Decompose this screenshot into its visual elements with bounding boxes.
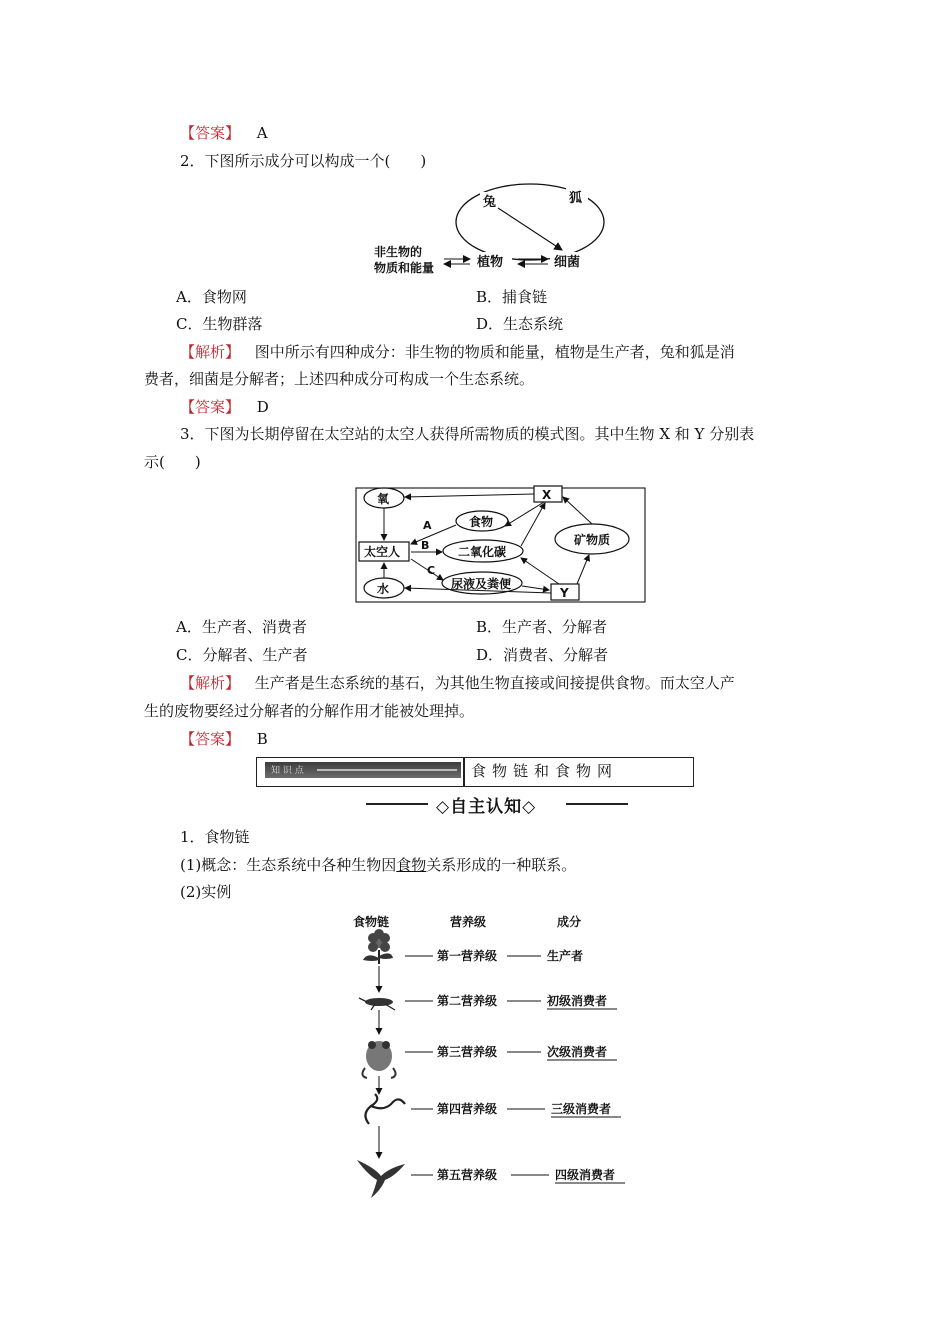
plant-label: 植物: [477, 255, 504, 270]
grasshopper-icon: [359, 998, 395, 1010]
q2-option-d: D．生态系统: [476, 315, 564, 333]
rabbit-to-bacteria-arrow: [498, 208, 562, 250]
role-1: 生产者: [547, 949, 584, 963]
bacteria-label: 细菌: [554, 255, 581, 270]
q1-answer: [180, 123, 268, 143]
y-label: Y: [560, 586, 569, 600]
food-chain-diagram: [345, 906, 635, 1206]
q3-option-d: D．消费者、分解者: [476, 646, 609, 664]
q3-option-c: C．分解者、生产者: [176, 646, 308, 664]
answer-tag: 【答案】: [180, 730, 241, 748]
q2-option-c: C．生物群落: [176, 315, 263, 333]
answer-tag: 【答案】: [180, 398, 241, 416]
q3-stem-line1: 3．下图为长期停留在太空站的太空人获得所需物质的模式图。其中生物 X 和 Y 分别表: [180, 425, 755, 443]
co2-label: 二氧化碳: [458, 545, 507, 559]
q3-space-station-diagram: [355, 482, 647, 606]
arrow-c-label: C: [427, 564, 436, 577]
answer-value: A: [256, 124, 268, 142]
q3-analysis-line1: 【解析】 生产者是生态系统的基石，为其他生物直接或间接提供食物。而太空人产: [180, 674, 735, 692]
level-2: 第二营养级: [437, 994, 498, 1008]
analysis-tag: 【解析】: [180, 343, 241, 361]
level-4: 第四营养级: [437, 1102, 498, 1116]
role-2: 初级消费者: [547, 994, 608, 1008]
knowledge-badge: 知 识 点: [265, 762, 461, 778]
col-component: 成分: [557, 915, 582, 929]
q2-answer: [180, 397, 269, 417]
rabbit-label: 兔: [483, 195, 497, 210]
q3-stem-line2: 示( ): [144, 453, 201, 471]
role-4: 三级消费者: [551, 1102, 612, 1116]
knowledge-title: 食物链和食物网: [471, 762, 619, 780]
q2-ecosystem-diagram: [370, 180, 610, 280]
fox-label: 狐: [569, 191, 583, 206]
section-title: ◇自主认知◇: [436, 797, 537, 817]
analysis-tag: 【解析】: [180, 674, 241, 692]
snake-icon: [365, 1094, 405, 1124]
q3-option-b: B．生产者、分解者: [476, 618, 608, 636]
q3-analysis-line2: 生的废物要经过分解者的分解作用才能被处理掉。: [144, 702, 475, 720]
food-chain-concept: (1)概念：生态系统中各种生物因食物关系形成的一种联系。: [180, 856, 577, 874]
answer-tag: 【答案】: [180, 124, 241, 142]
role-5: 四级消费者: [555, 1168, 616, 1182]
abiotic-label-1: 非生物的: [374, 245, 423, 259]
food-chain-heading: 1．食物链: [180, 828, 250, 846]
role-3: 次级消费者: [547, 1045, 608, 1059]
arrow-b-label: B: [421, 539, 430, 552]
q3-option-a: A．生产者、消费者: [176, 618, 307, 636]
level-1: 第一营养级: [437, 949, 498, 963]
waste-label: 尿液及粪便: [451, 577, 512, 591]
knowledge-point-box: [256, 757, 694, 787]
food-chain-example-label: (2)实例: [180, 883, 232, 901]
section-header: [366, 792, 628, 817]
concept-underlined: 食物: [396, 856, 427, 874]
q2-stem: 2．下图所示成分可以构成一个( ): [180, 152, 427, 170]
x-label: X: [542, 488, 552, 502]
arrow-a-label: A: [423, 519, 432, 532]
frog-icon: [362, 1041, 395, 1078]
answer-value: D: [256, 398, 269, 416]
level-5: 第五营养级: [437, 1168, 498, 1182]
food-label: 食物: [469, 515, 494, 529]
q2-analysis-line1: 【解析】 图中所示有四种成分：非生物的物质和能量，植物是生产者，兔和狐是消: [180, 343, 735, 361]
q2-option-a: A．食物网: [176, 288, 247, 306]
level-3: 第三营养级: [437, 1045, 498, 1059]
oxygen-label: 氧: [377, 492, 390, 506]
flower-icon: [363, 929, 393, 964]
q3-answer: [180, 729, 268, 749]
eagle-icon: [357, 1160, 405, 1198]
abiotic-label-2: 物质和能量: [374, 261, 435, 275]
q2-option-b: B．捕食链: [476, 288, 548, 306]
water-label: 水: [377, 582, 390, 596]
answer-value: B: [256, 730, 268, 748]
astronaut-label: 太空人: [364, 545, 401, 559]
q2-analysis-line2: 费者，细菌是分解者；上述四种成分可构成一个生态系统。: [144, 370, 535, 388]
col-food-chain: 食物链: [353, 915, 390, 929]
minerals-label: 矿物质: [574, 533, 611, 547]
col-trophic-level: 营养级: [450, 915, 487, 929]
